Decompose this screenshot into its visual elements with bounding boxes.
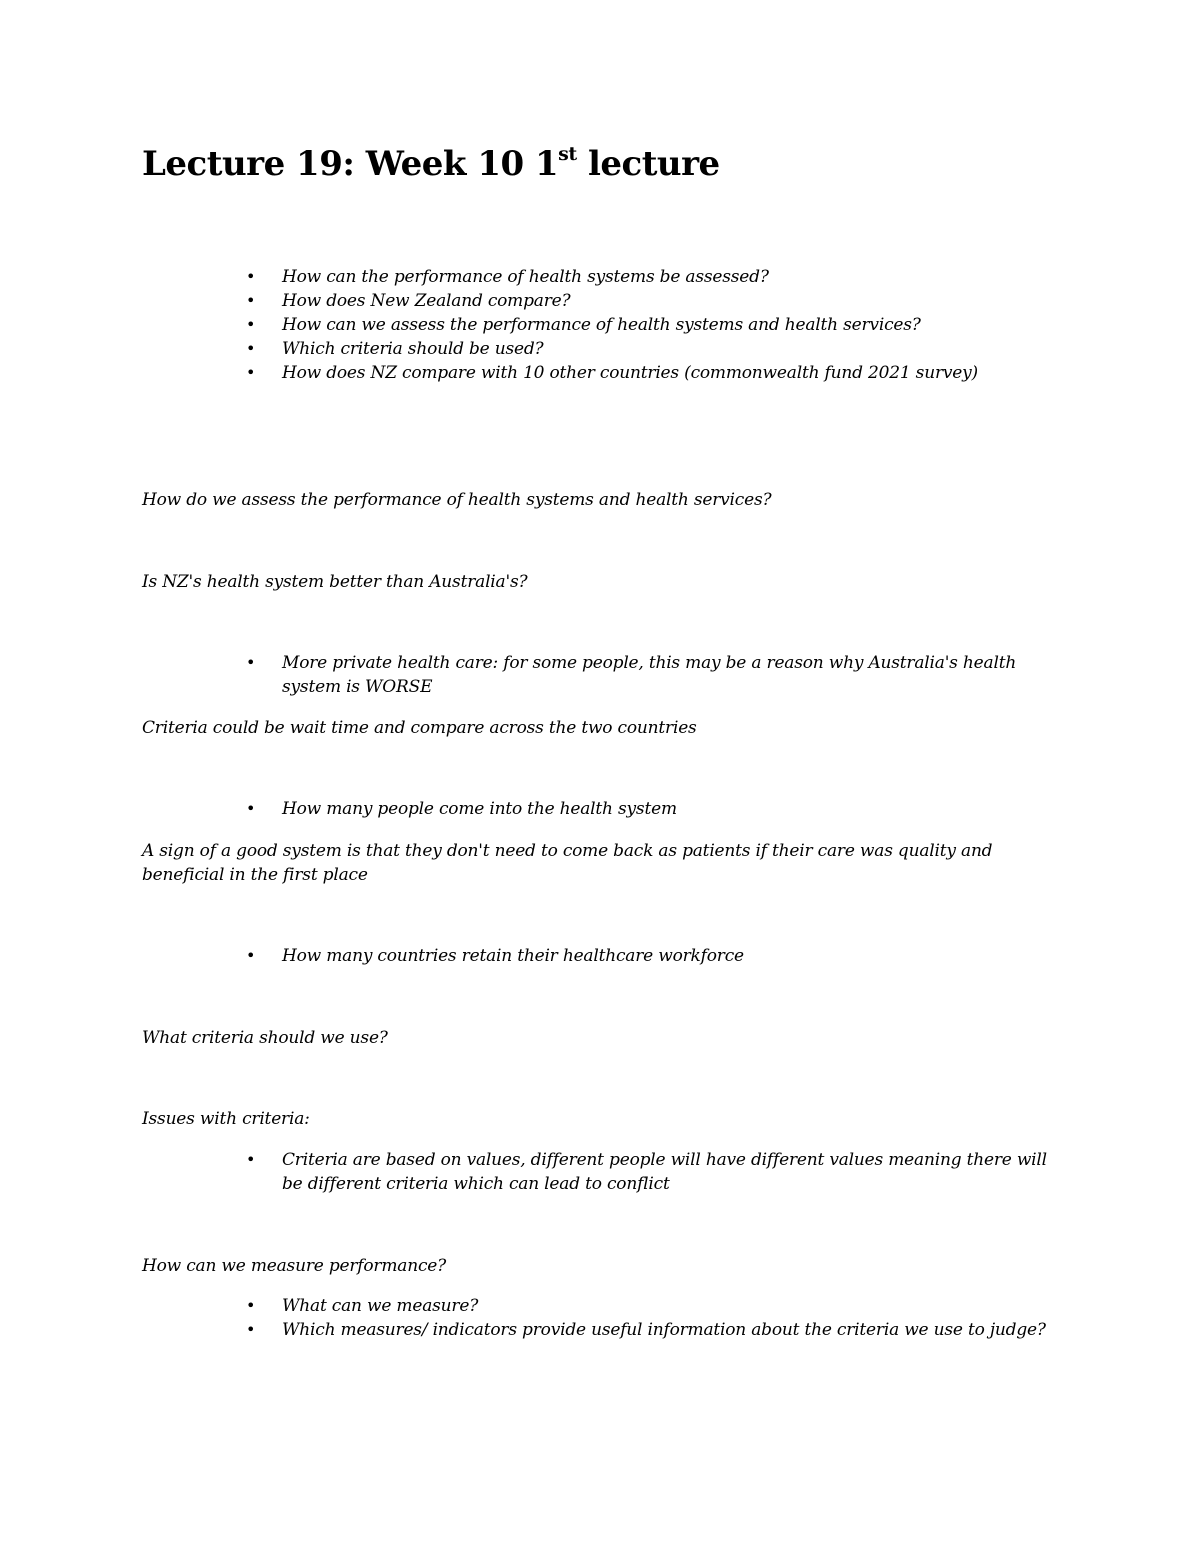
list-item: • Criteria are based on values, different people will have different values meaning there will be different criteria which can lead to conflict [246,1150,1047,1194]
people-bullet-list [0,797,1100,821]
bullet-icon: • [246,653,256,672]
bullet-icon: • [246,291,256,310]
list-item: • What can we measure? [246,1296,479,1316]
workforce-bullet-list [0,944,1100,968]
list-item: • More private health care: for some people, this may be a reason why Australia's health system is WORSE [246,653,1017,697]
paragraph-good-system: A sign of a good system is that they don't need to come back as patients if their care was quality and beneficial in the first place [142,841,993,885]
paragraph-wait-time: Criteria could be wait time and compare across the two countries [142,718,697,738]
question-assess: How do we assess the performance of health systems and health services? [142,490,772,510]
list-item: • How does New Zealand compare? [246,291,571,311]
list-item: • How can the performance of health systems be assessed? [246,267,769,287]
list-item: • Which measures/ indicators provide useful information about the criteria we use to judge? [246,1320,1046,1340]
private-care-bullet-list [0,651,1100,699]
question-measure: How can we measure performance? [142,1256,447,1276]
bullet-icon: • [246,267,256,286]
list-item: • How many people come into the health system [246,799,677,819]
bullet-icon: • [246,315,256,334]
question-criteria: What criteria should we use? [142,1028,388,1048]
bullet-icon: • [246,339,256,358]
heading-issues-with-criteria: Issues with criteria: [142,1109,310,1129]
bullet-icon: • [246,1320,256,1339]
title-superscript: st [558,143,577,165]
title-main: Lecture 19: Week 10 1 [142,144,559,184]
list-item: • How does NZ compare with 10 other countries (commonwealth fund 2021 survey) [246,363,978,383]
bullet-icon: • [246,1150,256,1169]
measure-bullet-list [0,1294,1100,1342]
title-rest: lecture [576,144,720,184]
bullet-icon: • [246,363,256,382]
bullet-icon: • [246,946,256,965]
bullet-icon: • [246,799,256,818]
list-item: • How many countries retain their healthcare workforce [246,946,744,966]
bullet-icon: • [246,1296,256,1315]
intro-bullet-list [0,265,1100,385]
question-nz-vs-australia: Is NZ's health system better than Australia's? [142,572,528,592]
issues-bullet-list [0,1148,1100,1196]
list-item: • How can we assess the performance of health systems and health services? [246,315,921,335]
page-title [142,142,720,186]
list-item: • Which criteria should be used? [246,339,544,359]
